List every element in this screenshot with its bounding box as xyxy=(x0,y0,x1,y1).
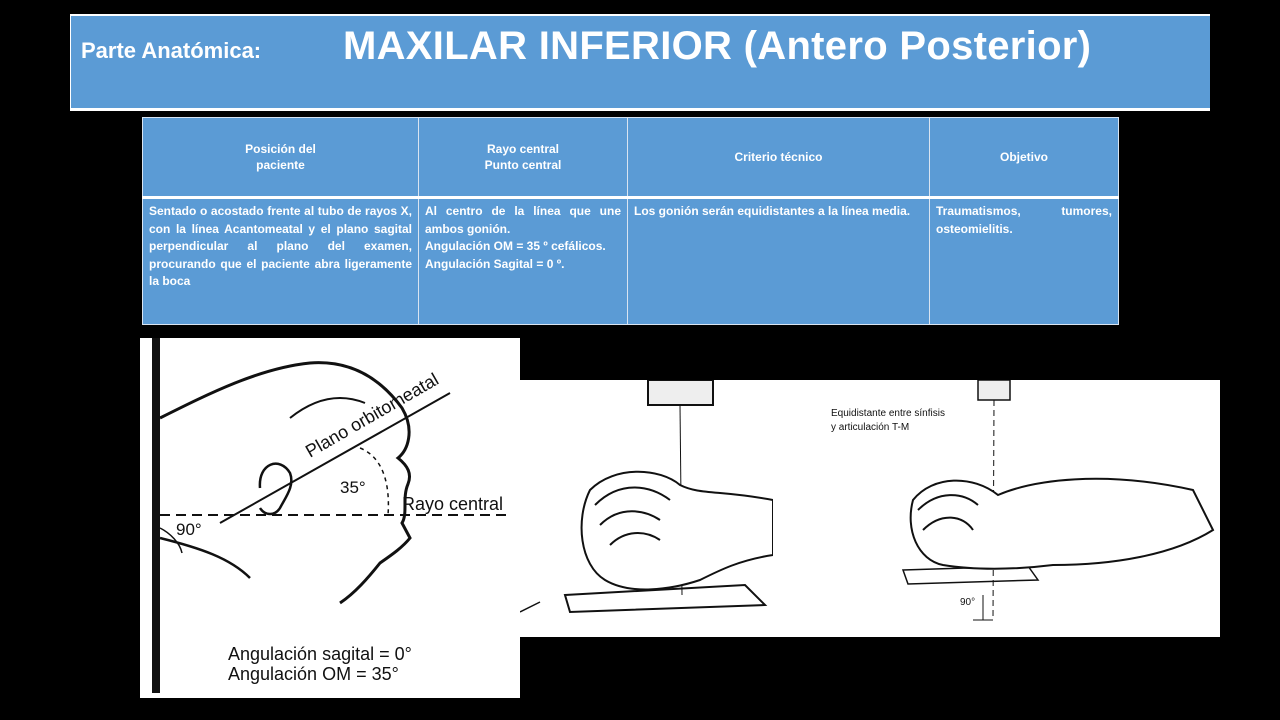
angle-90-label: 90° xyxy=(176,520,202,539)
prone-patient-side-illustration xyxy=(773,380,1220,637)
column-header-central-ray: Rayo central Punto central xyxy=(419,118,628,198)
page-title: MAXILAR INFERIOR (Antero Posterior) xyxy=(343,24,1092,68)
title-bar xyxy=(70,14,1210,111)
caption-sagittal: Angulación sagital = 0° xyxy=(228,644,412,664)
equidistant-note-1: Equidistante entre sínfisis xyxy=(831,408,945,419)
cell-central-ray: Al centro de la línea que une ambos gonión. Angulación OM = 35 º cefálicos. Angulación Sagital = 0 º. xyxy=(419,198,628,325)
cell-objective: Traumatismos, tumores, osteomielitis. xyxy=(930,198,1119,325)
equidistant-note-2: y articulación T-M xyxy=(831,422,910,433)
column-header-technical-criteria: Criterio técnico xyxy=(628,118,930,198)
plane-label: Plano orbitomeatal xyxy=(302,369,442,462)
caption-om: Angulación OM = 35° xyxy=(228,664,399,684)
anatomical-part-label: Parte Anatómica: xyxy=(81,38,262,63)
table-header-row xyxy=(143,118,1119,198)
procedure-table xyxy=(142,117,1119,325)
column-header-objective: Objetivo xyxy=(930,118,1119,198)
cell-technical-criteria: Los gonión serán equidistantes a la línea media. xyxy=(628,198,930,325)
prone-patient-illustration xyxy=(520,380,773,637)
column-header-position: Posición del paciente xyxy=(143,118,419,198)
cell-position: Sentado o acostado frente al tubo de rayos X, con la línea Acantomeatal y el plano sagital perpendicular al plano del examen, procurando que el paciente abra ligeramente la boca xyxy=(143,198,419,325)
angle-35-label: 35° xyxy=(340,478,366,497)
table-row xyxy=(143,198,1119,325)
lateral-head-diagram xyxy=(140,338,520,698)
angle-90-right-label: 90° xyxy=(960,597,976,608)
central-ray-label: Rayo central xyxy=(402,494,504,514)
